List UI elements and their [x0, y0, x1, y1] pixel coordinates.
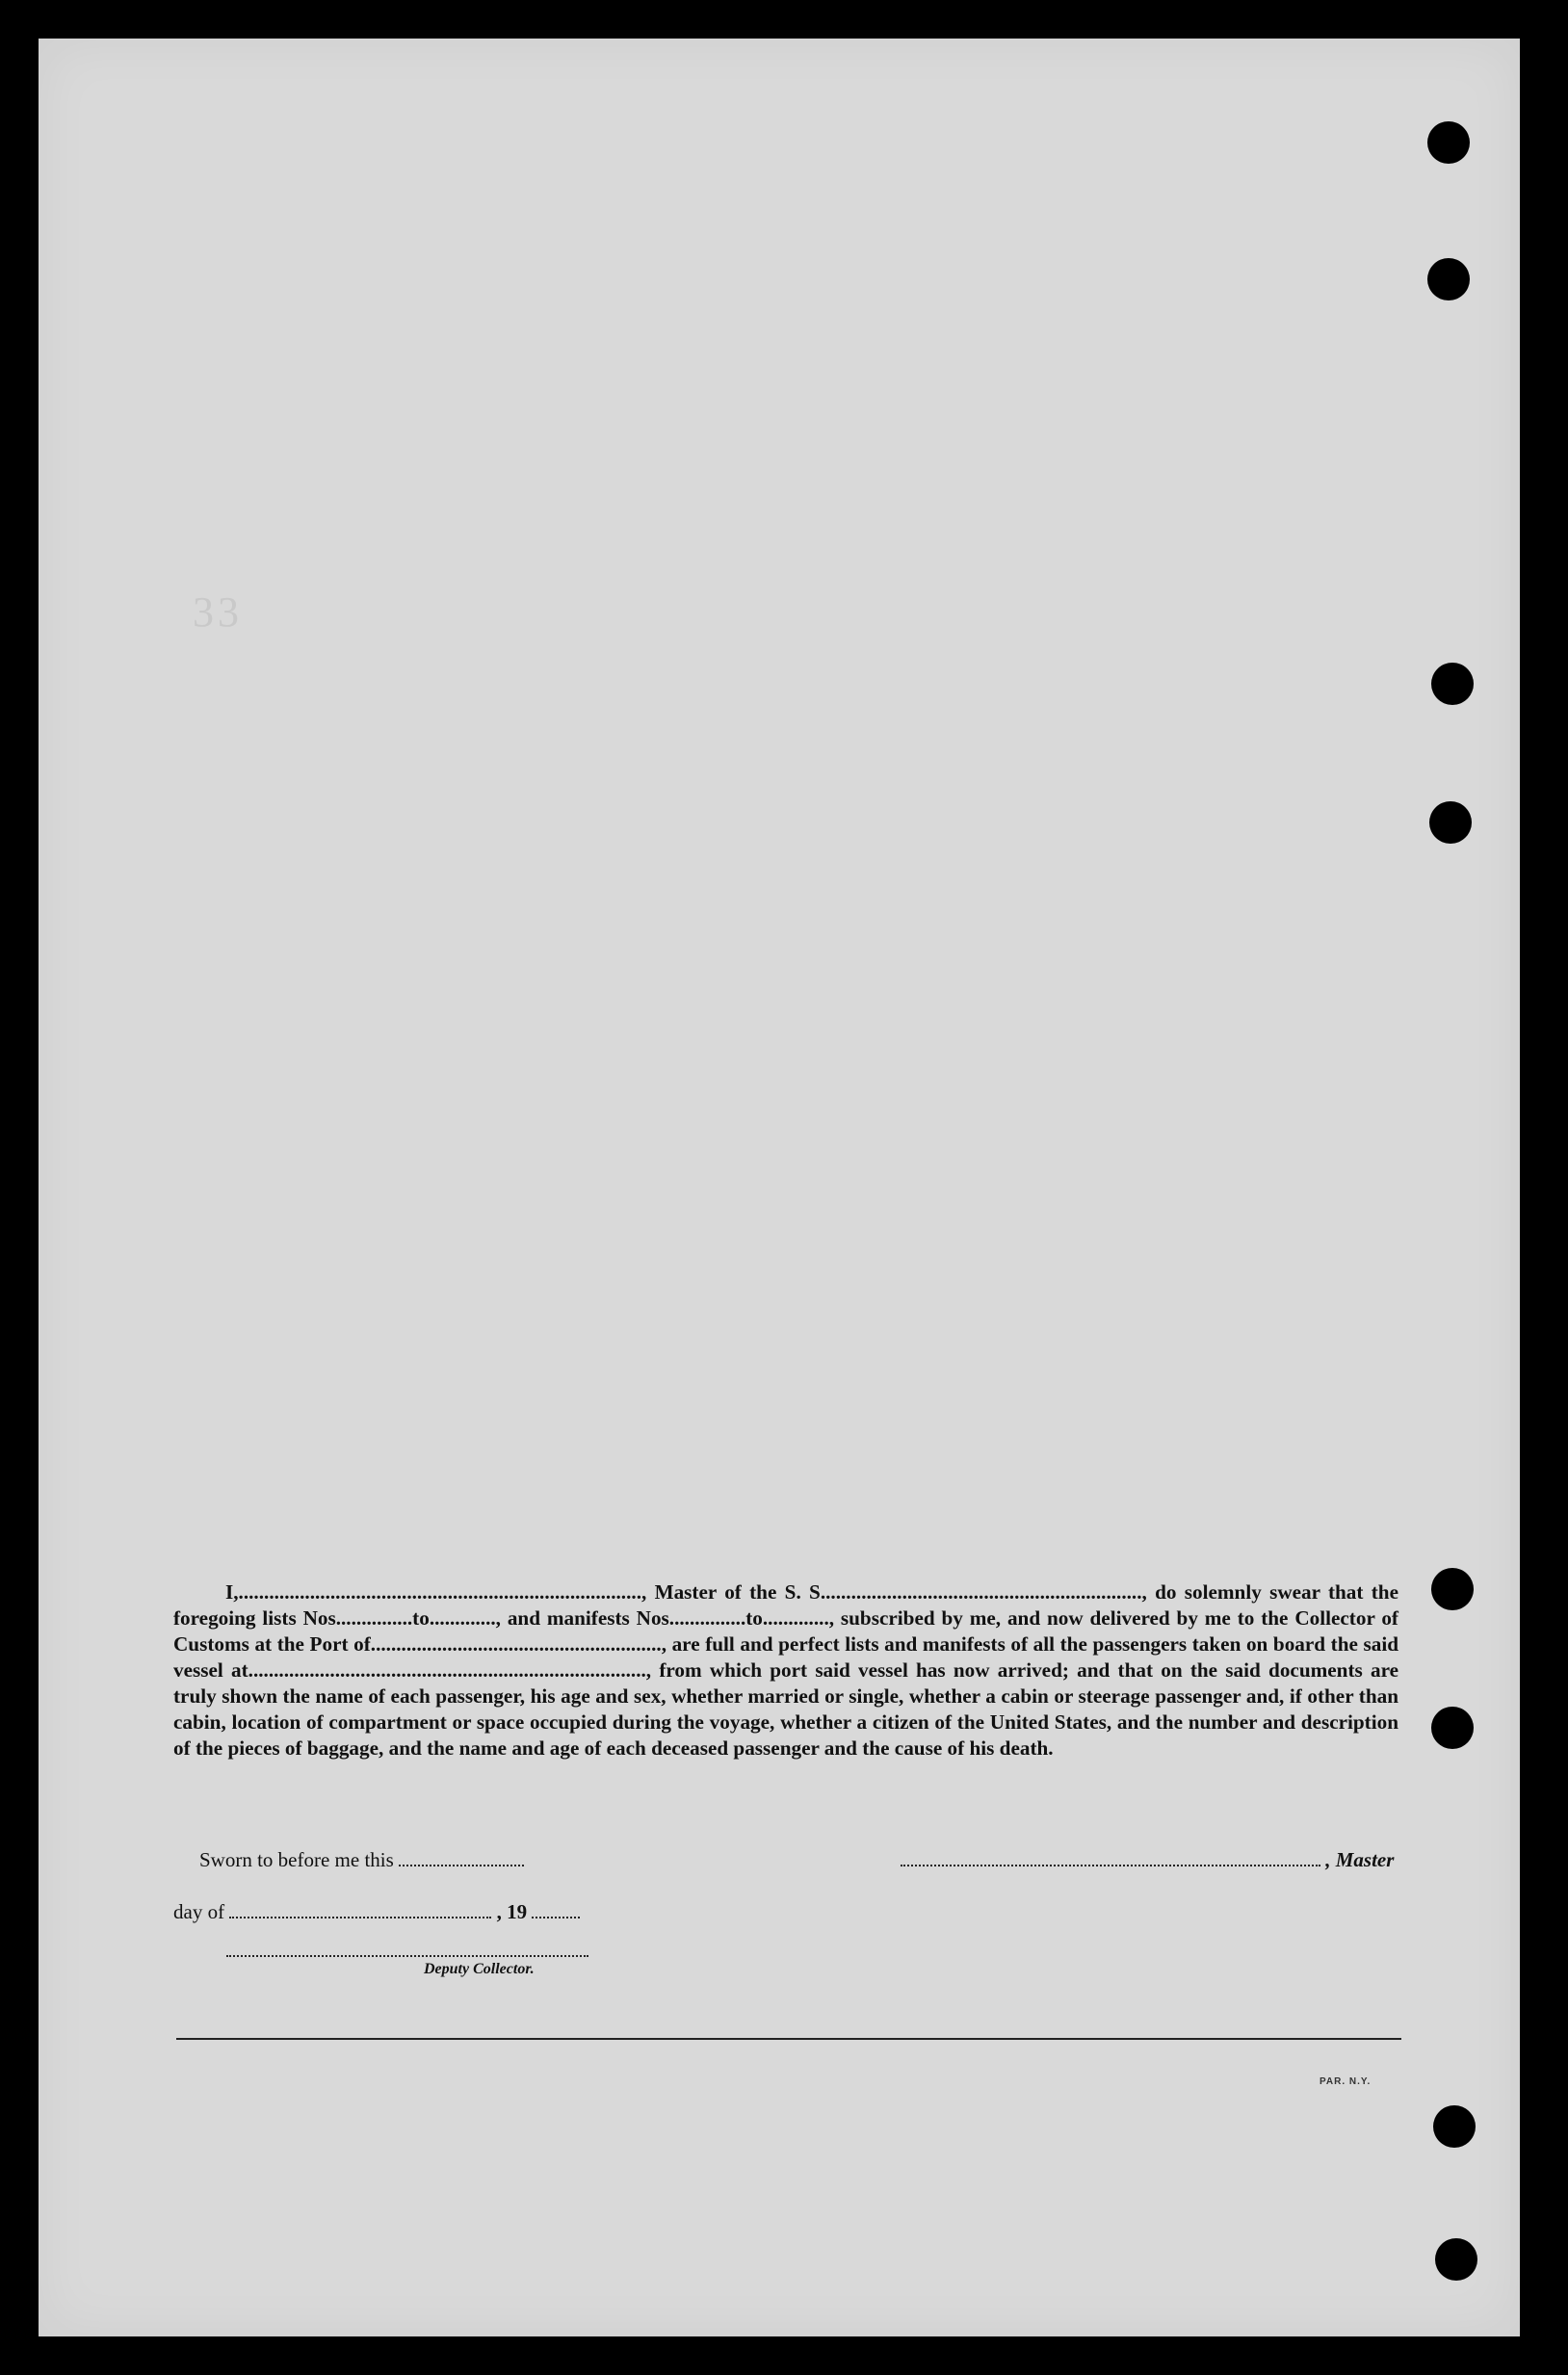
punch-hole [1431, 1707, 1474, 1749]
punch-hole [1431, 663, 1474, 705]
punch-hole [1427, 121, 1470, 164]
day-of-label: day of [173, 1900, 225, 1923]
deputy-signature-blank [226, 1938, 588, 1957]
punch-hole [1435, 2238, 1477, 2281]
month-blank [229, 1899, 491, 1918]
year-prefix: , 19 [496, 1900, 528, 1923]
printer-mark: PAR. N.Y. [1320, 2076, 1372, 2087]
master-signature-line [901, 1847, 1394, 1872]
oath-paragraph [173, 1579, 1398, 1762]
oath-text: I,..............................................................................., Master of the S. S..............................................................., do solemnly swear that the foregoing lists Nos...............to............., and manifests Nos...............to............., subscribed by me, and now delivered by me to the Collector of Customs at the Port of........................................................., are full and perfect lists and manifests of all the passengers taken on board the said vessel at.............................................................................., from which port said vessel has now arrived; and that on the said documents are truly shown the name of each passenger, his age and sex, whether married or single, whether a cabin or steerage passenger and, if other than cabin, location of compartment or space occupied during the voyage, whether a citizen of the United States, and the number and description of the pieces of baggage, and the name and age of each deceased passenger and the cause of his death. [173, 1580, 1398, 1760]
day-of-line [173, 1899, 580, 1924]
sworn-label: Sworn to before me this [199, 1848, 394, 1871]
sworn-line [199, 1847, 524, 1872]
punch-hole [1427, 258, 1470, 300]
year-blank [532, 1899, 580, 1918]
faint-page-number: 33 [193, 588, 243, 636]
punch-hole [1431, 1568, 1474, 1610]
deputy-collector-line [226, 1938, 588, 1957]
punch-hole [1429, 801, 1472, 844]
master-label: , Master [1325, 1848, 1395, 1871]
deputy-collector-label: Deputy Collector. [424, 1961, 535, 1977]
sworn-day-blank [399, 1847, 524, 1866]
punch-hole [1433, 2105, 1476, 2148]
bottom-rule [176, 2038, 1401, 2040]
document-page [39, 39, 1520, 2336]
master-signature-blank [901, 1847, 1320, 1866]
